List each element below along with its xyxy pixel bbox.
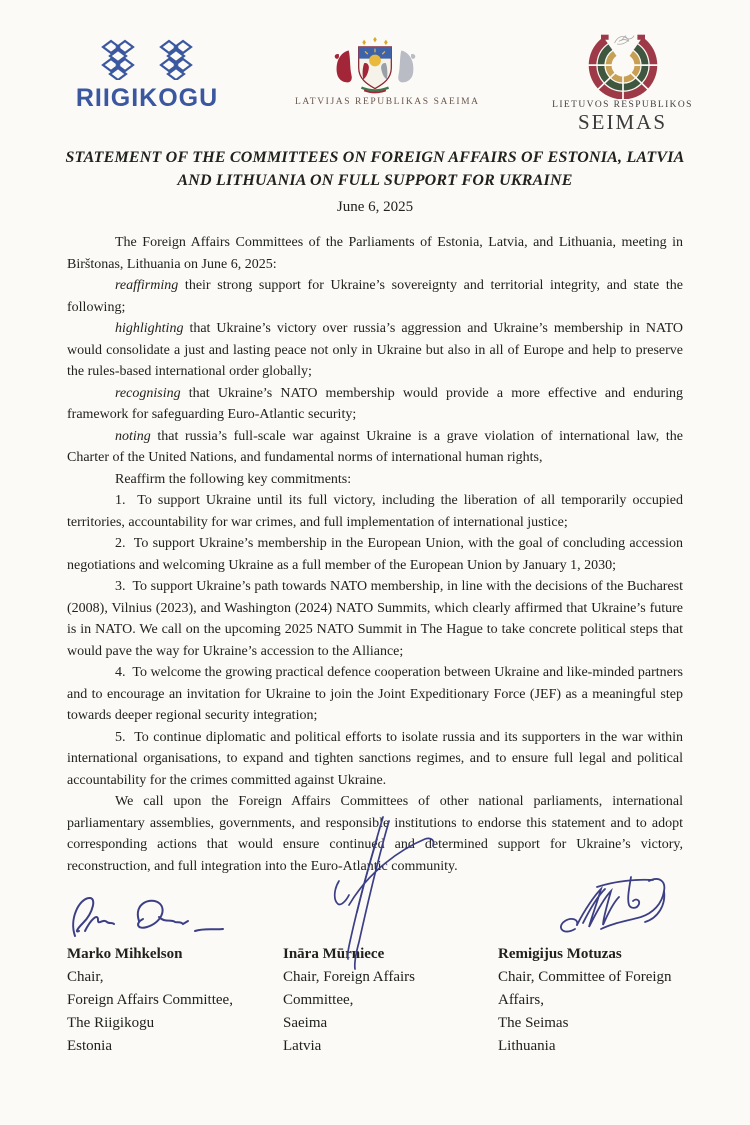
header: [0, 0, 750, 140]
paragraph-call-upon: We call upon the Foreign Affairs Committees of other national parliaments, international parliamentary assemblies, governments, and responsible institutions to endorse this statement and to adopt corresponding actions that would ensure continued and determined support for Ukraine’s victory, reconstruction, and full integration into the Euro-Atlantic community.: [67, 794, 683, 874]
signature-ink-motuzas: [553, 871, 703, 943]
seimas-caption-top: LIETUVOS RESPUBLIKOS: [552, 100, 693, 110]
signer-name: Remigijus Motuzas: [498, 946, 622, 962]
signature-block-estonia: [67, 887, 272, 1058]
signer-title-line: Chair,: [67, 969, 104, 985]
statement-body: [67, 232, 683, 877]
signer-title-line: Affairs,: [498, 992, 544, 1008]
paragraph-reaffirm-commitments: Reaffirm the following key commitments:: [115, 471, 352, 487]
signer-title-line: The Riigikogu: [67, 1015, 155, 1031]
seimas-arc-icon: [571, 33, 675, 99]
signer-title-line: Lithuania: [498, 1038, 556, 1054]
signer-title-line: Committee,: [283, 992, 354, 1008]
commitment-item-3: 3. To support Ukraine’s path towards NATO membership, in line with the decisions of the Bucharest (2008), Vilnius (2023), and Washington (2024) NATO Summits, which clearly affirmed that Ukraine’s future is in NATO. We call on the upcoming 2025 NATO Summit in The Hague to take concrete political steps that would pave the way for Ukraine’s accession to the Alliance;: [67, 579, 683, 659]
signer-title-line: Chair, Committee of Foreign: [498, 969, 672, 985]
saeima-logo: [295, 36, 480, 107]
commitment-item-5: 5. To continue diplomatic and political efforts to isolate russia and its supporters in the war within international organisations, to expand and tighten sanctions regimes, and to ensure full legal and political accountability for the crimes committed against Ukraine.: [67, 729, 683, 788]
document-date: June 6, 2025: [336, 199, 414, 215]
riigikogu-logo: [72, 38, 222, 113]
signer-name: Ināra Mūrniece: [283, 946, 385, 962]
paragraph-reaffirming: reaffirming their strong support for Ukraine’s sovereignty and territorial integrity, and state the following;: [67, 278, 683, 315]
riigikogu-ornament-icon: [101, 38, 193, 80]
signer-name: Marko Mihkelson: [67, 946, 183, 962]
paragraph-recognising: recognising that Ukraine’s NATO membership would provide a more effective and enduring framework for safeguarding Euro-Atlantic security;: [67, 385, 683, 422]
signer-title-line: Chair, Foreign Affairs: [283, 969, 416, 985]
document-title-line2: AND LITHUANIA ON FULL SUPPORT FOR UKRAINE: [177, 172, 573, 189]
seimas-caption-bottom: SEIMAS: [577, 110, 668, 134]
signer-title-line: Foreign Affairs Committee,: [67, 992, 233, 1008]
signer-title-line: The Seimas: [498, 1015, 569, 1031]
commitment-item-4: 4. To welcome the growing practical defence cooperation between Ukraine and like-minded partners and to encourage an invitation for Ukraine to join the Joint Expeditionary Force (JEF) as a meaningful step towards deeper regional security integration;: [67, 665, 683, 723]
signer-title-line: Latvia: [283, 1038, 322, 1054]
paragraph-intro: The Foreign Affairs Committees of the Parliaments of Estonia, Latvia, and Lithuania, meeting in Birštonas, Lithuania on June 6, 2025:: [67, 235, 683, 272]
signature-ink-mihkelson: [67, 889, 237, 944]
document-title-line1: STATEMENT OF THE COMMITTEES ON FOREIGN AFFAIRS OF ESTONIA, LATVIA: [65, 149, 685, 166]
signature-area: [67, 887, 750, 1117]
latvia-coat-of-arms-icon: [316, 36, 434, 94]
title-block: [55, 146, 695, 217]
commitment-item-2: 2. To support Ukraine’s membership in the European Union, with the goal of concluding accession negotiations and welcoming Ukraine as a full member of the European Union by January 1, 2030;: [67, 536, 683, 573]
saeima-caption: LATVIJAS REPUBLIKAS SAEIMA: [295, 97, 480, 107]
paragraph-noting: noting that russia’s full-scale war against Ukraine is a grave violation of international law, the Charter of the United Nations, and fundamental norms of international human rights,: [67, 428, 683, 465]
commitment-item-1: 1. To support Ukraine until its full victory, including the liberation of all temporarily occupied territories, accountability for war crimes, and full implementation of international justice;: [67, 493, 683, 530]
riigikogu-wordmark: RIIGIKOGU: [75, 84, 219, 112]
paragraph-highlighting: highlighting that Ukraine’s victory over russia’s aggression and Ukraine’s membership in NATO would consolidate a just and lasting peace not only in Ukraine but also in all of Europe and help to preserve the rules-based international order globally;: [67, 321, 683, 379]
signer-title-line: Saeima: [283, 1015, 328, 1031]
signer-title-line: Estonia: [67, 1038, 112, 1054]
seimas-logo: [540, 33, 705, 135]
signature-block-lithuania: [498, 887, 698, 1058]
signature-block-latvia: [283, 887, 488, 1058]
